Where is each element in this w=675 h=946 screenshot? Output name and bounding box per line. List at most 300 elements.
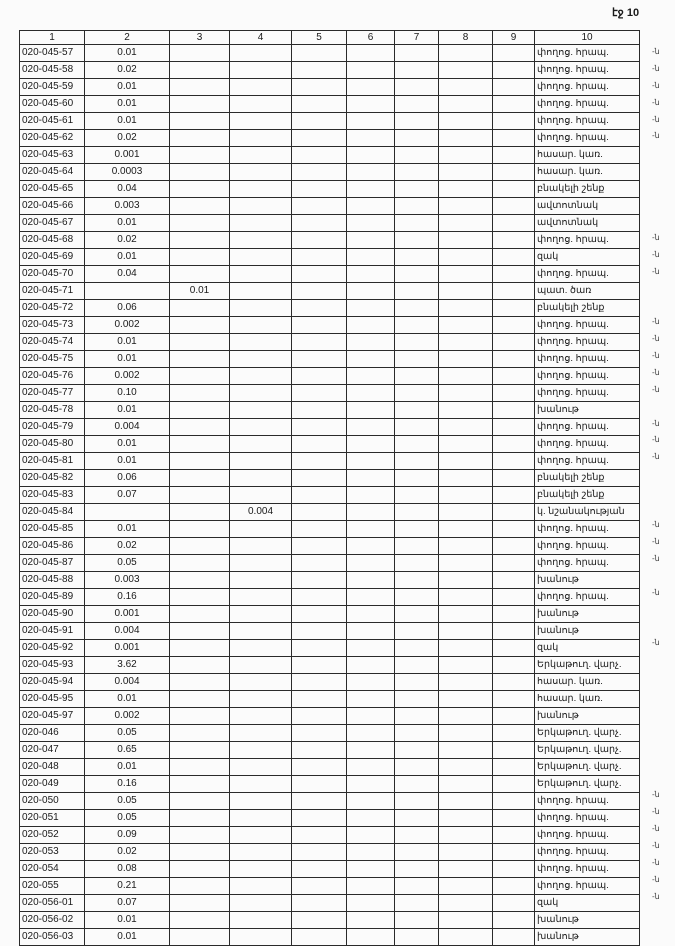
cell-col-5 [292, 793, 347, 810]
cell-col-1: 020-045-63 [20, 147, 85, 164]
cell-col-3 [170, 453, 230, 470]
cell-col-1: 020-045-71 [20, 283, 85, 300]
cell-col-3 [170, 351, 230, 368]
cell-col-3 [170, 606, 230, 623]
cell-col-5 [292, 759, 347, 776]
cell-col-4 [230, 249, 292, 266]
table-row [20, 895, 640, 912]
cell-col-7 [395, 606, 439, 623]
table-row [20, 62, 640, 79]
cell-col-4 [230, 300, 292, 317]
cell-col-10: փողոց. հրապ. [535, 62, 640, 79]
cell-col-10: զակ [535, 249, 640, 266]
cell-col-6 [347, 623, 395, 640]
cell-col-4 [230, 198, 292, 215]
cell-col-9 [493, 96, 535, 113]
cell-col-9 [493, 776, 535, 793]
cell-col-7 [395, 368, 439, 385]
cell-col-7 [395, 45, 439, 62]
column-header-10: 10 [535, 31, 640, 45]
cell-col-9 [493, 283, 535, 300]
cell-col-6 [347, 895, 395, 912]
table-row [20, 504, 640, 521]
table-row [20, 844, 640, 861]
cell-col-9 [493, 623, 535, 640]
cell-col-7 [395, 79, 439, 96]
margin-note: -ն [652, 384, 660, 394]
cell-col-9 [493, 402, 535, 419]
cell-col-8 [439, 147, 493, 164]
cell-col-1: 020-045-62 [20, 130, 85, 147]
cell-col-10: խանութ [535, 929, 640, 946]
cell-col-1: 020-045-65 [20, 181, 85, 198]
cell-col-2: 0.004 [85, 623, 170, 640]
cell-col-1: 020-045-95 [20, 691, 85, 708]
cell-col-5 [292, 453, 347, 470]
margin-note: -ն [652, 452, 660, 462]
cell-col-8 [439, 504, 493, 521]
cell-col-10: փողոց. հրապ. [535, 844, 640, 861]
cell-col-10: փողոց. հրապ. [535, 793, 640, 810]
cell-col-10: փողոց. հրապ. [535, 385, 640, 402]
cell-col-2: 0.01 [85, 249, 170, 266]
cell-col-3 [170, 776, 230, 793]
cell-col-2: 0.01 [85, 215, 170, 232]
cell-col-4 [230, 283, 292, 300]
cell-col-6 [347, 368, 395, 385]
cell-col-2: 0.02 [85, 62, 170, 79]
cell-col-3 [170, 640, 230, 657]
margin-note: -ն [652, 790, 660, 800]
cell-col-1: 020-045-87 [20, 555, 85, 572]
margin-note [652, 618, 674, 635]
cell-col-10: զակ [535, 640, 640, 657]
cell-col-7 [395, 266, 439, 283]
margin-note: -ն [652, 47, 660, 56]
table-row [20, 147, 640, 164]
cell-col-8 [439, 283, 493, 300]
cell-col-6 [347, 674, 395, 691]
cell-col-6 [347, 215, 395, 232]
cell-col-1: 020-045-88 [20, 572, 85, 589]
cell-col-3 [170, 708, 230, 725]
cell-col-5 [292, 249, 347, 266]
cell-col-7 [395, 742, 439, 759]
cell-col-4: 0.004 [230, 504, 292, 521]
cell-col-3 [170, 657, 230, 674]
cell-col-6 [347, 232, 395, 249]
cell-col-4 [230, 810, 292, 827]
cell-col-10: փողոց. հրապ. [535, 436, 640, 453]
cell-col-7 [395, 759, 439, 776]
cell-col-9 [493, 334, 535, 351]
cell-col-1: 020-049 [20, 776, 85, 793]
cell-col-2: 0.06 [85, 300, 170, 317]
table-row [20, 878, 640, 895]
cell-col-3 [170, 402, 230, 419]
cell-col-3 [170, 198, 230, 215]
cell-col-9 [493, 708, 535, 725]
cell-col-5 [292, 470, 347, 487]
cell-col-9 [493, 606, 535, 623]
cell-col-8 [439, 589, 493, 606]
cell-col-1: 020-045-66 [20, 198, 85, 215]
cell-col-6 [347, 691, 395, 708]
cell-col-8 [439, 164, 493, 181]
cell-col-4 [230, 164, 292, 181]
cell-col-4 [230, 487, 292, 504]
cell-col-2: 0.01 [85, 453, 170, 470]
table-row [20, 130, 640, 147]
margin-note: -ն [652, 131, 660, 141]
cell-col-8 [439, 640, 493, 657]
cell-col-3 [170, 113, 230, 130]
cell-col-5 [292, 147, 347, 164]
cell-col-8 [439, 351, 493, 368]
cell-col-7 [395, 623, 439, 640]
cell-col-7 [395, 912, 439, 929]
cell-col-8 [439, 453, 493, 470]
cell-col-5 [292, 419, 347, 436]
cell-col-3 [170, 691, 230, 708]
cell-col-2 [85, 283, 170, 300]
cell-col-7 [395, 198, 439, 215]
cell-col-10: խանութ [535, 708, 640, 725]
cell-col-3 [170, 130, 230, 147]
cell-col-10: հասար. կառ. [535, 147, 640, 164]
margin-note [652, 145, 674, 162]
cell-col-5 [292, 198, 347, 215]
cell-col-2: 0.01 [85, 912, 170, 929]
margin-note [652, 500, 674, 517]
cell-col-4 [230, 181, 292, 198]
cell-col-5 [292, 521, 347, 538]
margin-note: -ն [652, 63, 660, 73]
cell-col-3 [170, 419, 230, 436]
table-row [20, 827, 640, 844]
cell-col-6 [347, 861, 395, 878]
cell-col-3 [170, 487, 230, 504]
cell-col-8 [439, 368, 493, 385]
cell-col-10: Երկաթուղ. վարչ. [535, 725, 640, 742]
table-row [20, 351, 640, 368]
cell-col-8 [439, 215, 493, 232]
cell-col-4 [230, 657, 292, 674]
cell-col-1: 020-045-76 [20, 368, 85, 385]
cell-col-6 [347, 708, 395, 725]
cell-col-10: փողոց. հրապ. [535, 555, 640, 572]
cell-col-6 [347, 929, 395, 946]
cell-col-4 [230, 878, 292, 895]
cell-col-7 [395, 657, 439, 674]
cell-col-5 [292, 606, 347, 623]
cell-col-8 [439, 742, 493, 759]
cell-col-3 [170, 317, 230, 334]
table-row [20, 113, 640, 130]
margin-note [652, 753, 674, 770]
cell-col-6 [347, 470, 395, 487]
cell-col-3 [170, 181, 230, 198]
cell-col-5 [292, 113, 347, 130]
cell-col-1: 020-045-89 [20, 589, 85, 606]
cell-col-7 [395, 674, 439, 691]
cell-col-10: պատ. ծառ [535, 283, 640, 300]
table-row [20, 691, 640, 708]
cell-col-6 [347, 878, 395, 895]
cell-col-9 [493, 589, 535, 606]
cell-col-2: 3.62 [85, 657, 170, 674]
cell-col-8 [439, 113, 493, 130]
cell-col-7 [395, 504, 439, 521]
cell-col-2: 0.01 [85, 691, 170, 708]
cell-col-4 [230, 895, 292, 912]
cell-col-8 [439, 249, 493, 266]
cell-col-2: 0.16 [85, 589, 170, 606]
cell-col-2: 0.05 [85, 555, 170, 572]
cell-col-4 [230, 436, 292, 453]
cell-col-6 [347, 419, 395, 436]
cell-col-10: փողոց. հրապ. [535, 861, 640, 878]
cell-col-5 [292, 96, 347, 113]
cell-col-4 [230, 640, 292, 657]
cell-col-5 [292, 895, 347, 912]
cell-col-2: 0.04 [85, 266, 170, 283]
cell-col-4 [230, 793, 292, 810]
cell-col-3 [170, 810, 230, 827]
cell-col-1: 020-048 [20, 759, 85, 776]
cell-col-1: 020-045-75 [20, 351, 85, 368]
cell-col-10: բնակելի շենք [535, 181, 640, 198]
cell-col-7 [395, 130, 439, 147]
cell-col-4 [230, 79, 292, 96]
cell-col-5 [292, 929, 347, 946]
cell-col-5 [292, 164, 347, 181]
cell-col-7 [395, 147, 439, 164]
cell-col-10: խանութ [535, 912, 640, 929]
cell-col-1: 020-045-77 [20, 385, 85, 402]
cell-col-7 [395, 691, 439, 708]
cell-col-7 [395, 844, 439, 861]
cell-col-10: հասար. կառ. [535, 691, 640, 708]
cell-col-1: 020-045-68 [20, 232, 85, 249]
margin-note [652, 922, 674, 939]
cell-col-2: 0.004 [85, 674, 170, 691]
cell-col-6 [347, 453, 395, 470]
table-body [20, 45, 640, 946]
cell-col-8 [439, 572, 493, 589]
cell-col-5 [292, 436, 347, 453]
cell-col-5 [292, 725, 347, 742]
cell-col-8 [439, 895, 493, 912]
cell-col-6 [347, 810, 395, 827]
cell-col-5 [292, 300, 347, 317]
cell-col-6 [347, 759, 395, 776]
cell-col-9 [493, 113, 535, 130]
cell-col-4 [230, 113, 292, 130]
cell-col-6 [347, 776, 395, 793]
cell-col-8 [439, 436, 493, 453]
cell-col-7 [395, 589, 439, 606]
table-row [20, 419, 640, 436]
cell-col-4 [230, 844, 292, 861]
cell-col-5 [292, 368, 347, 385]
cell-col-5 [292, 538, 347, 555]
cell-col-8 [439, 385, 493, 402]
cell-col-8 [439, 45, 493, 62]
cell-col-3 [170, 742, 230, 759]
cell-col-1: 020-046 [20, 725, 85, 742]
cell-col-4 [230, 266, 292, 283]
cell-col-1: 020-045-90 [20, 606, 85, 623]
table-row [20, 589, 640, 606]
cell-col-7 [395, 385, 439, 402]
cell-col-7 [395, 62, 439, 79]
cell-col-6 [347, 130, 395, 147]
cell-col-1: 020-045-74 [20, 334, 85, 351]
column-header-1: 1 [20, 31, 85, 45]
cell-col-8 [439, 79, 493, 96]
cell-col-10: փողոց. հրապ. [535, 334, 640, 351]
margin-note [652, 179, 674, 196]
cell-col-4 [230, 402, 292, 419]
cell-col-3: 0.01 [170, 283, 230, 300]
margin-note: -ն [652, 418, 660, 428]
cell-col-1: 020-056-03 [20, 929, 85, 946]
cell-col-5 [292, 487, 347, 504]
cell-col-1: 020-050 [20, 793, 85, 810]
cell-col-4 [230, 334, 292, 351]
cell-col-10: խանութ [535, 572, 640, 589]
cell-col-9 [493, 487, 535, 504]
cell-col-2: 0.002 [85, 708, 170, 725]
cell-col-4 [230, 453, 292, 470]
cell-col-3 [170, 572, 230, 589]
cell-col-2: 0.05 [85, 725, 170, 742]
cell-col-10: փողոց. հրապ. [535, 130, 640, 147]
cell-col-6 [347, 487, 395, 504]
cell-col-2: 0.02 [85, 130, 170, 147]
cell-col-4 [230, 96, 292, 113]
cell-col-8 [439, 725, 493, 742]
page-number: էջ 10 [612, 7, 640, 19]
cell-col-5 [292, 708, 347, 725]
cell-col-8 [439, 317, 493, 334]
cell-col-9 [493, 215, 535, 232]
cell-col-10: փողոց. հրապ. [535, 317, 640, 334]
cell-col-8 [439, 300, 493, 317]
table-row [20, 912, 640, 929]
cell-col-4 [230, 589, 292, 606]
cell-col-9 [493, 521, 535, 538]
cell-col-3 [170, 878, 230, 895]
cell-col-9 [493, 266, 535, 283]
cell-col-2: 0.04 [85, 181, 170, 198]
cell-col-7 [395, 453, 439, 470]
cell-col-4 [230, 742, 292, 759]
cell-col-4 [230, 708, 292, 725]
cell-col-3 [170, 674, 230, 691]
cell-col-1: 020-045-69 [20, 249, 85, 266]
cell-col-10: փողոց. հրապ. [535, 45, 640, 62]
margin-note: -ն [652, 317, 660, 327]
table-row [20, 436, 640, 453]
cell-col-5 [292, 674, 347, 691]
cell-col-10: խանութ [535, 606, 640, 623]
cell-col-1: 020-051 [20, 810, 85, 827]
margin-note [652, 770, 674, 787]
land-register-table [19, 30, 640, 946]
cell-col-1: 020-045-81 [20, 453, 85, 470]
cell-col-6 [347, 436, 395, 453]
cell-col-1: 020-045-59 [20, 79, 85, 96]
cell-col-2: 0.16 [85, 776, 170, 793]
cell-col-5 [292, 181, 347, 198]
cell-col-4 [230, 912, 292, 929]
cell-col-1: 020-052 [20, 827, 85, 844]
cell-col-3 [170, 521, 230, 538]
column-header-4: 4 [230, 31, 292, 45]
cell-col-4 [230, 368, 292, 385]
cell-col-2: 0.07 [85, 487, 170, 504]
cell-col-4 [230, 521, 292, 538]
cell-col-1: 020-045-91 [20, 623, 85, 640]
cell-col-10: փողոց. հրապ. [535, 96, 640, 113]
cell-col-7 [395, 895, 439, 912]
cell-col-7 [395, 470, 439, 487]
cell-col-7 [395, 725, 439, 742]
cell-col-1: 020-045-60 [20, 96, 85, 113]
cell-col-10: հասար. կառ. [535, 674, 640, 691]
cell-col-6 [347, 266, 395, 283]
cell-col-7 [395, 555, 439, 572]
cell-col-6 [347, 606, 395, 623]
cell-col-1: 020-045-93 [20, 657, 85, 674]
cell-col-5 [292, 827, 347, 844]
cell-col-2: 0.02 [85, 232, 170, 249]
cell-col-9 [493, 572, 535, 589]
cell-col-10: փողոց. հրապ. [535, 419, 640, 436]
cell-col-2: 0.05 [85, 793, 170, 810]
cell-col-8 [439, 334, 493, 351]
cell-col-1: 020-045-83 [20, 487, 85, 504]
cell-col-5 [292, 589, 347, 606]
cell-col-7 [395, 538, 439, 555]
cell-col-2: 0.02 [85, 538, 170, 555]
cell-col-5 [292, 351, 347, 368]
cell-col-9 [493, 691, 535, 708]
cell-col-8 [439, 606, 493, 623]
cell-col-8 [439, 266, 493, 283]
margin-note: -ն [652, 249, 660, 259]
column-header-3: 3 [170, 31, 230, 45]
column-header-2: 2 [85, 31, 170, 45]
table-row [20, 198, 640, 215]
cell-col-2: 0.002 [85, 317, 170, 334]
cell-col-1: 020-045-72 [20, 300, 85, 317]
cell-col-10: փողոց. հրապ. [535, 521, 640, 538]
cell-col-6 [347, 198, 395, 215]
cell-col-8 [439, 181, 493, 198]
margin-note: -ն [652, 891, 660, 901]
cell-col-2: 0.01 [85, 759, 170, 776]
margin-note: -ն [652, 536, 660, 546]
cell-col-3 [170, 266, 230, 283]
cell-col-3 [170, 62, 230, 79]
margin-note: -ն [652, 519, 660, 529]
cell-col-9 [493, 62, 535, 79]
cell-col-6 [347, 572, 395, 589]
table-row [20, 317, 640, 334]
